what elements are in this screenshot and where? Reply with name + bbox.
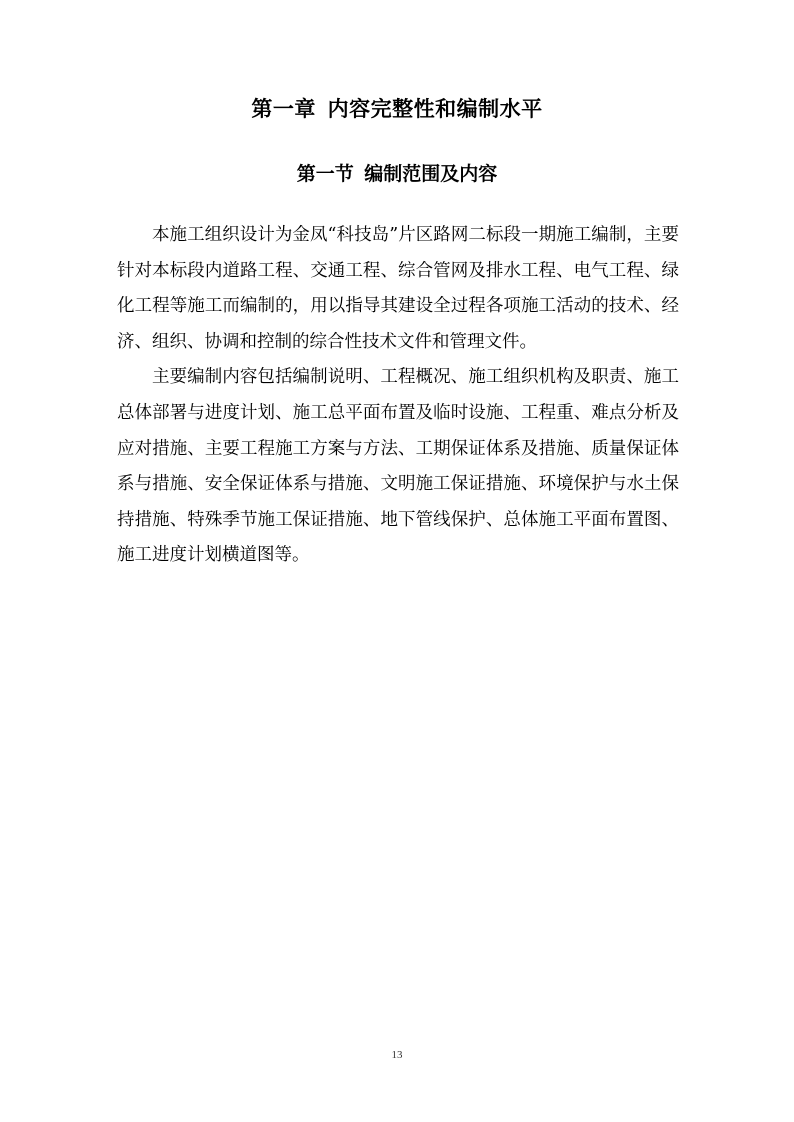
page-number: 13: [391, 1049, 403, 1061]
paragraph-scope: 本施工组织设计为金凤“科技岛”片区路网二标段一期施工编制，主要针对本标段内道路工程、交通工程、综合管网及排水工程、电气工程、绿化工程等施工而编制的，用以指导其建设全过程各项施工活动的技术、经济、组织、协调和控制的综合性技术文件和管理文件。: [117, 225, 679, 352]
body-text: [117, 218, 679, 574]
paragraph-contents: 主要编制内容包括编制说明、工程概况、施工组织机构及职责、施工总体部署与进度计划、施工总平面布置及临时设施、工程重、难点分析及应对措施、主要工程施工方案与方法、工期保证体系及措施、质量保证体系与措施、安全保证体系与措施、文明施工保证措施、环境保护与水土保持措施、特殊季节施工保证措施、地下管线保护、总体施工平面布置图、施工进度计划横道图等。: [117, 367, 679, 566]
chapter-title: 第一章 内容完整性和编制水平: [251, 97, 543, 121]
section-title: 第一节 编制范围及内容: [296, 163, 498, 185]
